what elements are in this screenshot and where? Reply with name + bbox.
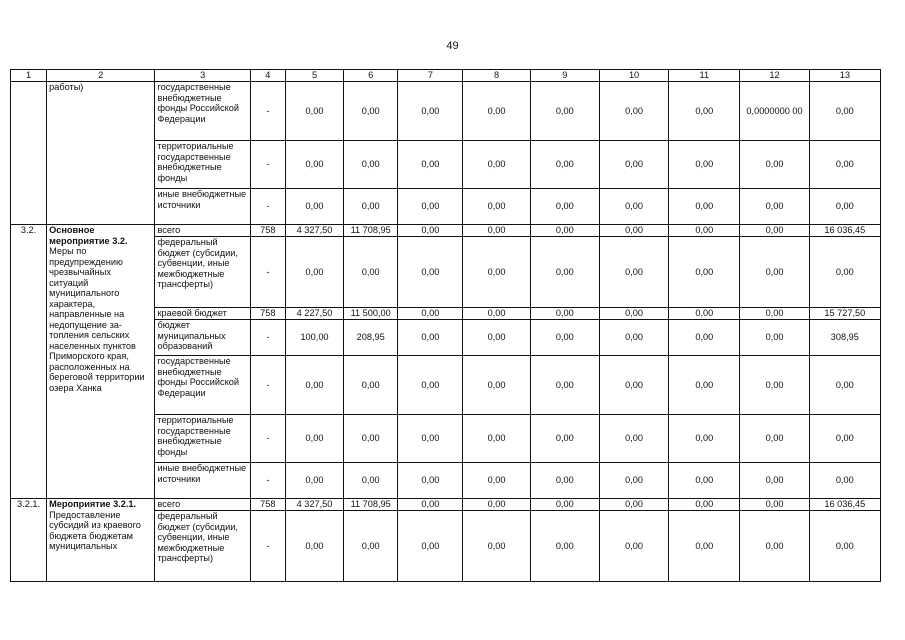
value-cell: 0,00: [740, 511, 809, 582]
funding-source: бюджет муниципальных образований: [155, 320, 250, 356]
value-cell: -: [250, 189, 285, 225]
value-cell: 4 327,50: [285, 225, 343, 237]
value-cell: 0,00: [463, 511, 530, 582]
table-row: [11, 225, 881, 237]
value-cell: 0,00: [599, 82, 668, 141]
value-cell: 0,00: [530, 82, 599, 141]
value-cell: 0,00: [530, 463, 599, 499]
value-cell: 0,00: [344, 237, 398, 308]
col-header: 5: [285, 70, 343, 82]
col-header: 11: [669, 70, 740, 82]
value-cell: 11 500,00: [344, 308, 398, 320]
value-cell: -: [250, 141, 285, 189]
value-cell: 0,00: [599, 308, 668, 320]
value-cell: 0,00: [740, 415, 809, 463]
table-row: [11, 82, 881, 141]
col-header: 12: [740, 70, 809, 82]
value-cell: 308,95: [809, 320, 880, 356]
funding-source: всего: [155, 225, 250, 237]
value-cell: 0,00: [669, 511, 740, 582]
funding-source: государственные внебюджетные фонды Российской Федерации: [155, 82, 250, 141]
value-cell: 0,00: [530, 320, 599, 356]
value-cell: 0,00: [809, 189, 880, 225]
value-cell: 0,00: [669, 320, 740, 356]
value-cell: 0,00: [344, 141, 398, 189]
value-cell: 0,00: [669, 415, 740, 463]
activity-name: [47, 499, 155, 582]
value-cell: 0,00: [285, 356, 343, 415]
value-cell: 0,00: [809, 356, 880, 415]
value-cell: 0,00: [463, 82, 530, 141]
col-header: 2: [47, 70, 155, 82]
col-header: 7: [398, 70, 463, 82]
row-number: 3.2.: [11, 225, 47, 499]
value-cell: 0,00: [344, 82, 398, 141]
col-header: 8: [463, 70, 530, 82]
activity-name: [47, 225, 155, 499]
value-cell: 0,00: [398, 141, 463, 189]
value-cell: 0,00: [740, 189, 809, 225]
value-cell: 0,00: [530, 189, 599, 225]
value-cell: 0,00: [740, 141, 809, 189]
value-cell: 0,00: [740, 308, 809, 320]
value-cell: 0,00: [285, 415, 343, 463]
value-cell: 0,00: [740, 225, 809, 237]
funding-source: территориальные государственные внебюджетные фонды: [155, 415, 250, 463]
value-cell: 0,00: [398, 356, 463, 415]
value-cell: 0,00: [809, 463, 880, 499]
value-cell: 0,00: [285, 463, 343, 499]
value-cell: 0,00: [398, 82, 463, 141]
value-cell: 0,00: [398, 308, 463, 320]
value-cell: 0,00: [463, 189, 530, 225]
value-cell: 0,00: [398, 463, 463, 499]
value-cell: 0,00: [740, 320, 809, 356]
value-cell: 100,00: [285, 320, 343, 356]
value-cell: -: [250, 237, 285, 308]
col-header: 1: [11, 70, 47, 82]
value-cell: 0,00: [669, 463, 740, 499]
value-cell: 0,00: [285, 189, 343, 225]
value-cell: 0,00: [669, 237, 740, 308]
value-cell: 0,00: [344, 189, 398, 225]
col-header: 4: [250, 70, 285, 82]
activity-title: Основное мероприятие 3.2.: [49, 225, 128, 246]
value-cell: 0,00: [740, 499, 809, 511]
table-row: [11, 499, 881, 511]
value-cell: 16 036,45: [809, 499, 880, 511]
funding-source: всего: [155, 499, 250, 511]
value-cell: 0,00: [740, 463, 809, 499]
value-cell: 0,0000000 00: [740, 82, 809, 141]
value-cell: 0,00: [669, 225, 740, 237]
value-cell: 0,00: [599, 141, 668, 189]
value-cell: 0,00: [285, 511, 343, 582]
value-cell: 0,00: [398, 225, 463, 237]
value-cell: 0,00: [809, 141, 880, 189]
value-cell: 0,00: [669, 308, 740, 320]
value-cell: -: [250, 463, 285, 499]
value-cell: 0,00: [599, 320, 668, 356]
page-number: 49: [446, 40, 459, 52]
activity-description: Меры по предупреждению чрезвычайных ситуаций муниципального характера, направленные на недопущение за-топления сельских населенных пунктов Приморского края, расположенных на береговой территории озера Ханка: [49, 246, 145, 393]
activity-title: Мероприятие 3.2.1.: [49, 499, 137, 509]
value-cell: 0,00: [530, 415, 599, 463]
value-cell: 0,00: [530, 356, 599, 415]
value-cell: 0,00: [463, 237, 530, 308]
value-cell: 0,00: [463, 320, 530, 356]
value-cell: 0,00: [740, 237, 809, 308]
value-cell: 16 036,45: [809, 225, 880, 237]
funding-source: иные внебюджетные источники: [155, 463, 250, 499]
value-cell: 0,00: [463, 308, 530, 320]
value-cell: 0,00: [809, 511, 880, 582]
value-cell: 0,00: [809, 415, 880, 463]
value-cell: 0,00: [398, 511, 463, 582]
value-cell: 0,00: [599, 415, 668, 463]
value-cell: 0,00: [344, 511, 398, 582]
column-number-row: [11, 70, 881, 82]
funding-source: федеральный бюджет (субсидии, субвенции, иные межбюджетные трансферты): [155, 511, 250, 582]
value-cell: 0,00: [599, 499, 668, 511]
value-cell: 4 327,50: [285, 499, 343, 511]
value-cell: 0,00: [344, 463, 398, 499]
value-cell: 0,00: [599, 189, 668, 225]
funding-source: федеральный бюджет (субсидии, субвенции, иные межбюджетные трансферты): [155, 237, 250, 308]
value-cell: 0,00: [669, 141, 740, 189]
value-cell: 0,00: [530, 237, 599, 308]
value-cell: 0,00: [530, 499, 599, 511]
row-number: 3.2.1.: [11, 499, 47, 582]
value-cell: 0,00: [463, 141, 530, 189]
value-cell: 0,00: [463, 415, 530, 463]
funding-source: краевой бюджет: [155, 308, 250, 320]
value-cell: -: [250, 511, 285, 582]
value-cell: 0,00: [463, 225, 530, 237]
value-cell: 0,00: [285, 237, 343, 308]
value-cell: 0,00: [530, 225, 599, 237]
value-cell: 15 727,50: [809, 308, 880, 320]
value-cell: 11 708,95: [344, 499, 398, 511]
value-cell: 0,00: [599, 225, 668, 237]
col-header: 9: [530, 70, 599, 82]
value-cell: 0,00: [344, 415, 398, 463]
value-cell: 0,00: [669, 189, 740, 225]
value-cell: 0,00: [669, 499, 740, 511]
value-cell: 758: [250, 225, 285, 237]
row-number: [11, 82, 47, 225]
value-cell: 0,00: [463, 499, 530, 511]
value-cell: 4 227,50: [285, 308, 343, 320]
value-cell: 0,00: [344, 356, 398, 415]
col-header: 6: [344, 70, 398, 82]
value-cell: 0,00: [599, 463, 668, 499]
col-header: 10: [599, 70, 668, 82]
value-cell: -: [250, 356, 285, 415]
activity-description: Предоставление субсидий из краевого бюджета бюджетам муниципальных: [49, 509, 141, 551]
col-header: 3: [155, 70, 250, 82]
value-cell: -: [250, 415, 285, 463]
value-cell: 0,00: [285, 141, 343, 189]
value-cell: 11 708,95: [344, 225, 398, 237]
funding-source: территориальные государственные внебюджетные фонды: [155, 141, 250, 189]
col-header: 13: [809, 70, 880, 82]
value-cell: 0,00: [398, 499, 463, 511]
value-cell: 0,00: [669, 82, 740, 141]
value-cell: 0,00: [669, 356, 740, 415]
value-cell: 758: [250, 308, 285, 320]
value-cell: 0,00: [530, 511, 599, 582]
activity-name: работы): [47, 82, 155, 225]
value-cell: 208,95: [344, 320, 398, 356]
value-cell: 0,00: [530, 141, 599, 189]
value-cell: 0,00: [285, 82, 343, 141]
value-cell: 0,00: [599, 356, 668, 415]
value-cell: 0,00: [398, 189, 463, 225]
value-cell: 0,00: [398, 320, 463, 356]
value-cell: 0,00: [463, 356, 530, 415]
value-cell: -: [250, 82, 285, 141]
value-cell: -: [250, 320, 285, 356]
value-cell: 0,00: [809, 237, 880, 308]
value-cell: 0,00: [530, 308, 599, 320]
value-cell: 758: [250, 499, 285, 511]
funding-source: государственные внебюджетные фонды Российской Федерации: [155, 356, 250, 415]
value-cell: 0,00: [599, 511, 668, 582]
value-cell: 0,00: [463, 463, 530, 499]
value-cell: 0,00: [398, 415, 463, 463]
funding-source: иные внебюджетные источники: [155, 189, 250, 225]
value-cell: 0,00: [740, 356, 809, 415]
value-cell: 0,00: [599, 237, 668, 308]
value-cell: 0,00: [809, 82, 880, 141]
value-cell: 0,00: [398, 237, 463, 308]
budget-table: [10, 69, 881, 582]
